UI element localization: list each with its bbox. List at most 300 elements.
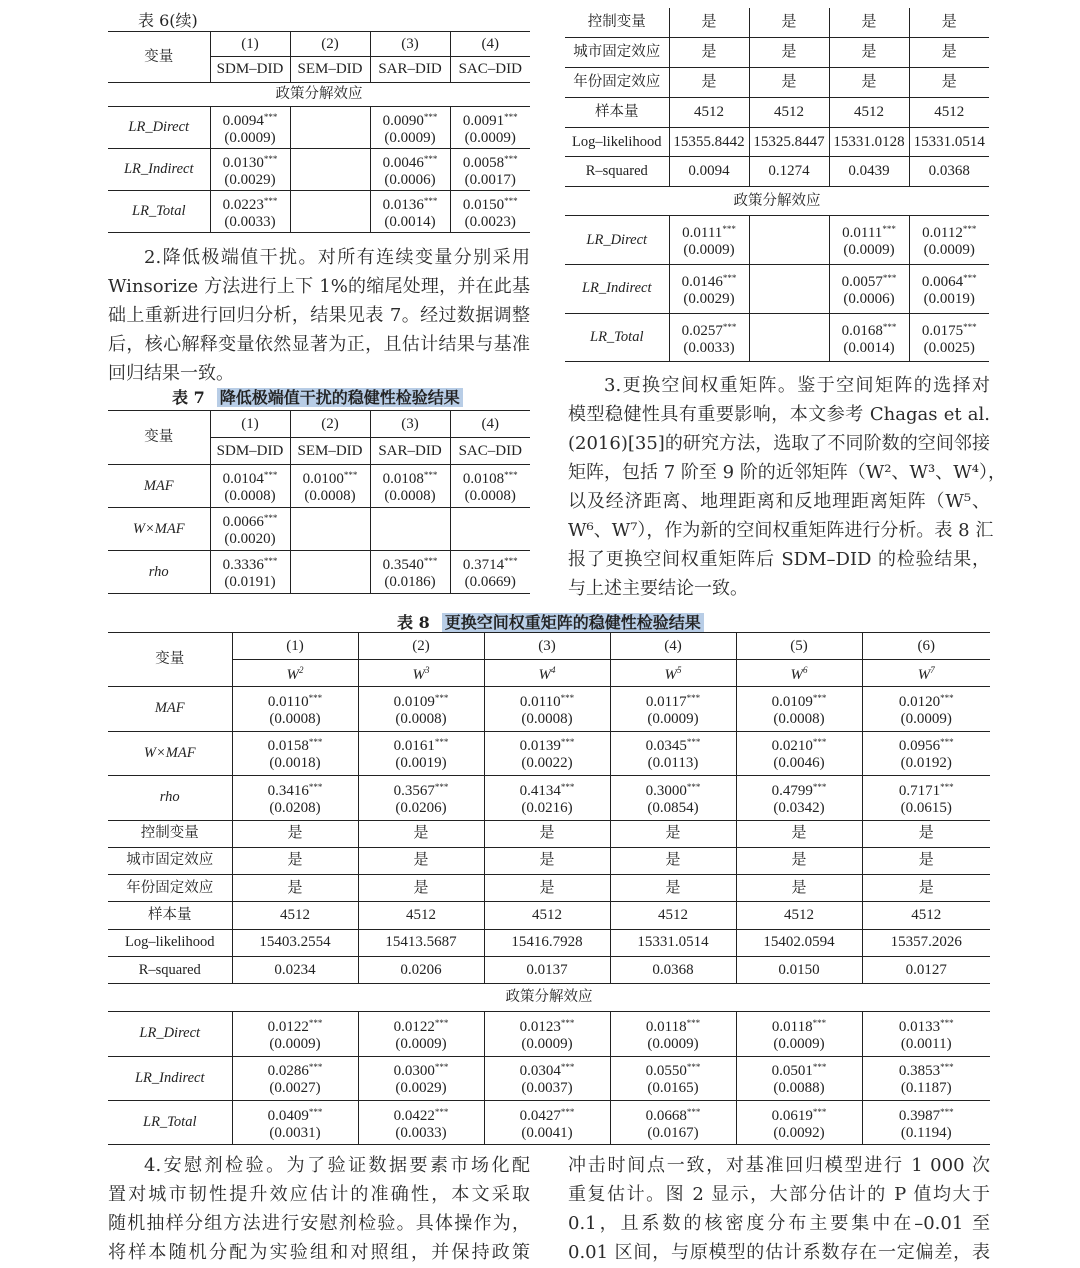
std-error: (0.0113) — [647, 755, 699, 772]
table-cell — [610, 687, 736, 732]
std-error: (0.0029) — [395, 1080, 447, 1097]
coef-line — [613, 734, 734, 755]
std-error: (0.0008) — [384, 488, 436, 504]
std-error: (0.0208) — [269, 799, 321, 816]
table-cell — [862, 1100, 990, 1144]
table-row — [565, 127, 989, 157]
sig-stars: *** — [423, 470, 438, 480]
coef-value: 0.4799 — [771, 782, 813, 799]
std-error: (0.0037) — [521, 1080, 573, 1097]
table-row — [108, 847, 990, 874]
sig-stars: *** — [308, 737, 323, 748]
coef-line — [487, 734, 608, 755]
std-error: (0.0033) — [395, 1124, 447, 1141]
table-cell — [736, 687, 862, 732]
col-num: (4) — [450, 411, 530, 438]
sig-stars: *** — [263, 470, 278, 480]
table-cell — [610, 1012, 736, 1056]
table-cell — [909, 216, 989, 265]
table-row — [108, 149, 530, 191]
coef-value: 0.3540 — [382, 557, 424, 573]
coef-value: 0.0300 — [393, 1063, 435, 1080]
coef-value: 0.0286 — [267, 1063, 309, 1080]
weight-order: 2 — [299, 665, 304, 675]
lr-rows — [108, 1012, 990, 1145]
text-line: 报了更换空间权重矩阵后 SDM–DID 的检验结果， — [568, 549, 990, 570]
table-cell: 4512 — [358, 902, 484, 929]
table-cell: 是 — [484, 820, 610, 847]
weight-row — [108, 660, 990, 687]
std-error: (0.0022) — [521, 755, 573, 772]
table-cell: 4512 — [669, 97, 749, 127]
sig-stars: *** — [308, 1062, 323, 1073]
weight-base: W — [412, 667, 425, 683]
caption-number: 表 7 — [172, 388, 205, 407]
std-error: (0.0009) — [269, 1035, 321, 1052]
std-error: (0.0216) — [521, 799, 573, 816]
col-num: (3) — [370, 32, 450, 57]
table-cell: 15331.0128 — [829, 127, 909, 157]
coef-line — [235, 1015, 356, 1036]
table-cell: 是 — [941, 14, 957, 31]
row-label: LR_Indirect — [108, 1056, 232, 1100]
table-cell — [210, 107, 290, 149]
table-cell: 15416.7928 — [484, 929, 610, 956]
text-line: 与上述主要结论一致。 — [568, 578, 748, 599]
table-cell — [232, 1056, 358, 1100]
std-error: (0.1187) — [900, 1080, 952, 1097]
table-cell — [370, 465, 450, 508]
sig-stars: *** — [962, 224, 977, 235]
table-cell — [210, 191, 290, 233]
sig-stars: *** — [560, 692, 575, 703]
caption-number: 表 8 — [397, 613, 430, 632]
table7 — [108, 410, 530, 594]
coef-value: 0.0122 — [393, 1018, 435, 1035]
table-cell: 0.0234 — [232, 956, 358, 983]
coef-value: 0.0501 — [771, 1063, 813, 1080]
std-error: (0.0009) — [773, 1035, 825, 1052]
table-cell: 4512 — [829, 97, 909, 127]
table-row — [108, 687, 990, 732]
table-cell: 是 — [610, 847, 736, 874]
coef-value: 0.3853 — [898, 1063, 941, 1080]
section-header: 政策分解效应 — [505, 989, 593, 1006]
coef-line — [865, 1104, 989, 1125]
coef-line — [739, 690, 860, 711]
coef-line — [453, 467, 529, 488]
text-line: W⁶、W⁷），作为新的空间权重矩阵进行分析。表 8 汇 — [568, 520, 994, 541]
model-header: SDM–DID — [210, 57, 290, 83]
coef-value: 0.0094 — [222, 112, 264, 129]
coef-value: 0.0066 — [222, 514, 264, 530]
coef-value: 0.0619 — [771, 1107, 813, 1124]
table-cell — [210, 465, 290, 508]
sig-stars: *** — [812, 1017, 827, 1028]
sig-stars: *** — [308, 1017, 323, 1028]
table-row — [565, 313, 989, 362]
section-header: 政策分解效应 — [275, 86, 363, 102]
coef-value: 0.0304 — [519, 1063, 561, 1080]
std-error: (0.0011) — [900, 1035, 952, 1052]
text-line: 后，核心解释变量依然显著为正，且估计结果与基准 — [108, 334, 530, 355]
table-cell: 是 — [941, 73, 957, 90]
std-error: (0.0046) — [773, 755, 825, 772]
weight-order: 6 — [803, 665, 808, 675]
coef-value: 0.0422 — [393, 1107, 435, 1124]
table-cell — [484, 1100, 610, 1144]
row-label: MAF — [108, 465, 210, 508]
coef-value: 0.0120 — [898, 693, 941, 710]
sig-stars: *** — [940, 1017, 954, 1028]
table-cell: 是 — [749, 8, 829, 38]
table-cell: 是 — [829, 68, 909, 98]
table-cell — [358, 776, 484, 821]
caption-title: 更换空间权重矩阵的稳健性检验结果 — [442, 613, 704, 632]
table-row — [108, 875, 990, 902]
coef-line — [213, 193, 288, 214]
row-label: R–squared — [108, 956, 232, 983]
coef-value: 0.3000 — [645, 782, 687, 799]
coef-line — [865, 1015, 989, 1036]
table-cell — [370, 551, 450, 594]
table-cell: 是 — [669, 68, 749, 98]
table-cell — [232, 1100, 358, 1144]
table-cell: 是 — [736, 820, 862, 847]
table-cell: 是 — [918, 852, 934, 869]
coef-line — [453, 193, 529, 214]
table-cell — [909, 264, 989, 313]
sig-stars: *** — [722, 272, 737, 283]
table-row — [108, 956, 990, 983]
weight-order: 7 — [930, 665, 935, 675]
table-row — [108, 508, 530, 551]
table-cell — [358, 687, 484, 732]
section-header: 政策分解效应 — [733, 192, 821, 209]
sig-stars: *** — [560, 1062, 575, 1073]
text-line: 冲击时间点一致，对基准回归模型进行 1 000 次 — [568, 1155, 990, 1176]
sig-stars: *** — [263, 111, 278, 122]
table-cell: 是 — [358, 820, 484, 847]
coef-line — [235, 734, 356, 755]
table-cell — [450, 191, 530, 233]
coef-line — [739, 1059, 860, 1080]
row-label: LR_Direct — [108, 107, 210, 149]
row-label: MAF — [108, 687, 232, 732]
table-cell — [484, 731, 610, 776]
coef-value: 0.3336 — [222, 557, 264, 573]
sig-stars: *** — [940, 692, 954, 703]
coef-line — [832, 319, 907, 340]
std-error: (0.0008) — [395, 710, 447, 727]
sig-stars: *** — [434, 737, 449, 748]
std-error: (0.0014) — [843, 339, 895, 356]
sig-stars: *** — [423, 556, 438, 566]
table-cell: 0.0368 — [610, 956, 736, 983]
coef-line — [373, 193, 448, 214]
coef-value: 0.0550 — [645, 1063, 687, 1080]
sig-stars: *** — [434, 1017, 449, 1028]
sig-stars: *** — [882, 321, 897, 332]
table-cell — [358, 731, 484, 776]
model-header: SAC–DID — [458, 442, 522, 459]
text-line: 2.降低极端值干扰。对所有连续变量分别采用 — [144, 247, 530, 268]
coef-line — [361, 1104, 482, 1125]
sig-stars: *** — [686, 781, 701, 792]
coef-value: 0.3416 — [267, 782, 309, 799]
table-cell: 是 — [669, 8, 749, 38]
row-label: LR_Total — [565, 313, 669, 362]
col-num: (3) — [370, 411, 450, 438]
text-line: 将样本随机分配为实验组和对照组，并保持政策 — [108, 1242, 530, 1263]
coef-value: 0.7171 — [898, 782, 941, 799]
coef-value: 0.0091 — [462, 112, 505, 129]
coef-value: 0.3987 — [898, 1107, 941, 1124]
sig-stars: *** — [686, 1062, 701, 1073]
coef-value: 0.0100 — [302, 471, 344, 487]
std-error: (0.0006) — [384, 171, 436, 188]
text-line: 0.1，且系数的核密度分布主要集中在–0.01 至 — [568, 1213, 990, 1234]
std-error: (0.0092) — [773, 1124, 825, 1141]
caption-title: 降低极端值干扰的稳健性检验结果 — [217, 388, 463, 407]
table-cell — [669, 264, 749, 313]
std-error: (0.0009) — [384, 129, 436, 146]
coef-rows — [108, 687, 990, 821]
coef-line — [613, 1104, 734, 1125]
table-cell — [669, 313, 749, 362]
std-error: (0.0029) — [224, 171, 276, 188]
sig-stars: *** — [263, 513, 278, 523]
std-error: (0.0191) — [224, 574, 276, 590]
std-error: (0.0009) — [224, 129, 276, 146]
table-cell — [358, 1012, 484, 1056]
std-error: (0.0009) — [923, 242, 975, 259]
std-error: (0.0033) — [683, 339, 735, 356]
col-num: (4) — [610, 633, 736, 660]
table-cell — [450, 508, 530, 551]
sig-stars: *** — [504, 111, 518, 122]
paragraph-winsorize — [108, 243, 530, 388]
coef-value: 0.0058 — [462, 154, 505, 171]
coef-line — [912, 270, 988, 291]
table-cell — [370, 508, 450, 551]
sig-stars: *** — [308, 781, 323, 792]
coef-value: 0.4134 — [519, 782, 561, 799]
row-label: 样本量 — [108, 902, 232, 929]
col-num: (6) — [862, 633, 990, 660]
text-line: 础上重新进行回归分析，结果见表 7。经过数据调整 — [108, 305, 530, 326]
std-error: (0.0615) — [900, 799, 952, 816]
coef-value: 0.0090 — [382, 112, 424, 129]
sig-stars: *** — [963, 321, 977, 332]
std-error: (0.0008) — [269, 710, 321, 727]
coef-value: 0.0117 — [645, 693, 687, 710]
std-error: (0.1194) — [900, 1124, 952, 1141]
text-line: 3.更换空间权重矩阵。鉴于空间矩阵的选择对 — [604, 375, 990, 396]
coef-value: 0.0168 — [841, 322, 883, 339]
coef-line — [361, 734, 482, 755]
std-error: (0.0165) — [647, 1080, 699, 1097]
std-error: (0.0029) — [683, 290, 735, 307]
std-error: (0.0009) — [521, 1035, 573, 1052]
table-cell — [610, 1100, 736, 1144]
std-error: (0.0206) — [395, 799, 447, 816]
coef-value: 0.0210 — [771, 738, 813, 755]
table-cell — [862, 731, 990, 776]
table-cell: 0.0439 — [829, 157, 909, 187]
coef-line — [613, 779, 734, 800]
table7-continued — [565, 8, 989, 362]
sig-stars: *** — [812, 692, 827, 703]
coef-line — [361, 1015, 482, 1036]
table-row — [565, 216, 989, 265]
sig-stars: *** — [308, 692, 323, 703]
coef-value: 0.0110 — [267, 693, 309, 710]
table-cell — [210, 551, 290, 594]
coef-value: 0.0110 — [519, 693, 561, 710]
model-header: SEM–DID — [290, 438, 370, 465]
table-cell — [210, 508, 290, 551]
row-label: LR_Total — [108, 191, 210, 233]
row-label: 控制变量 — [108, 820, 232, 847]
sig-stars: *** — [343, 470, 358, 480]
coef-value: 0.0130 — [222, 154, 264, 171]
table-cell: 15403.2554 — [232, 929, 358, 956]
coef-line — [739, 734, 860, 755]
coef-line — [865, 690, 989, 711]
table-cell: 4512 — [484, 902, 610, 929]
table-cell — [450, 149, 530, 191]
var-header: 变量 — [108, 32, 210, 83]
coef-value: 0.0150 — [462, 196, 505, 213]
sig-stars: *** — [812, 781, 827, 792]
text-line: Winsorize 方法进行上下 1%的缩尾处理，并在此基 — [108, 276, 530, 297]
sig-stars: *** — [423, 111, 438, 122]
table8-caption — [397, 610, 704, 633]
row-label: LR_Total — [108, 1100, 232, 1144]
table-cell: 是 — [736, 875, 862, 902]
coef-line — [739, 1015, 860, 1036]
std-error: (0.0027) — [269, 1080, 321, 1097]
table-cell — [290, 508, 370, 551]
col-num: (1) — [210, 411, 290, 438]
table-row — [565, 97, 989, 127]
col-num: (4) — [450, 32, 530, 57]
std-error: (0.0019) — [395, 755, 447, 772]
coef-line — [672, 221, 747, 242]
table-cell: 是 — [358, 875, 484, 902]
coef-line — [373, 467, 448, 488]
table7-caption — [172, 385, 463, 408]
table-cell: 15413.5687 — [358, 929, 484, 956]
text-line: 随机抽样分组方法进行安慰剂检验。具体操作为， — [108, 1213, 530, 1234]
coef-line — [213, 467, 288, 488]
coef-line — [235, 779, 356, 800]
weight-order: 5 — [677, 665, 682, 675]
std-error: (0.0023) — [464, 213, 516, 230]
coef-line — [293, 467, 368, 488]
coef-line — [613, 1059, 734, 1080]
std-error: (0.0008) — [521, 710, 573, 727]
std-error: (0.0014) — [384, 213, 436, 230]
coef-value: 0.0123 — [519, 1018, 561, 1035]
row-label: Log–likelihood — [565, 127, 669, 157]
table-cell: 是 — [918, 879, 934, 896]
std-error: (0.0033) — [224, 213, 276, 230]
table-cell — [370, 149, 450, 191]
std-error: (0.0342) — [773, 799, 825, 816]
coef-value: 0.0108 — [462, 471, 505, 487]
table-cell — [829, 264, 909, 313]
coef-line — [213, 510, 288, 531]
std-error: (0.0025) — [923, 339, 975, 356]
coef-line — [487, 1059, 608, 1080]
table-cell: 15355.8442 — [669, 127, 749, 157]
text-line: 回归结果一致。 — [108, 363, 234, 384]
coef-line — [453, 553, 529, 574]
sig-stars: *** — [812, 737, 827, 748]
sig-stars: *** — [882, 224, 896, 235]
coef-value: 0.0046 — [382, 154, 424, 171]
table-cell — [370, 107, 450, 149]
table-cell: 15331.0514 — [610, 929, 736, 956]
coef-value: 0.0104 — [222, 471, 264, 487]
text-line: 以及经济距离、地理距离和反地理距离矩阵（W⁵、 — [568, 491, 990, 512]
row-label: LR_Direct — [565, 216, 669, 265]
std-error: (0.0008) — [224, 488, 276, 504]
table-cell: 是 — [736, 847, 862, 874]
sig-stars: *** — [560, 1106, 575, 1117]
sig-stars: *** — [504, 153, 518, 164]
sig-stars: *** — [560, 737, 575, 748]
coef-line — [832, 221, 907, 242]
coef-line — [373, 109, 448, 130]
table-cell — [450, 551, 530, 594]
table-cell: 是 — [484, 847, 610, 874]
table-cell: 4512 — [736, 902, 862, 929]
std-error: (0.0088) — [773, 1080, 825, 1097]
coef-line — [361, 1059, 482, 1080]
paragraph-placebo-right — [568, 1151, 990, 1267]
table-cell — [862, 687, 990, 732]
row-label: W×MAF — [108, 731, 232, 776]
coef-line — [739, 1104, 860, 1125]
std-error: (0.0186) — [384, 574, 436, 590]
table-row — [565, 8, 989, 38]
sig-stars: *** — [308, 1106, 323, 1117]
text-line: 置对城市韧性提升效应估计的准确性，本文采取 — [108, 1184, 530, 1205]
row-label: LR_Indirect — [565, 264, 669, 313]
coef-line — [912, 221, 988, 242]
table-cell — [829, 216, 909, 265]
coef-value: 0.0133 — [898, 1018, 941, 1035]
table8 — [108, 632, 990, 1145]
var-header: 变量 — [108, 633, 232, 687]
text-line: 0.01 区间，与原模型的估计系数存在一定偏差，表 — [568, 1242, 990, 1263]
table-cell — [749, 216, 829, 265]
std-error: (0.0669) — [464, 574, 516, 590]
table-cell: 是 — [669, 38, 749, 68]
table-cell: 是 — [358, 847, 484, 874]
row-label: 控制变量 — [565, 8, 669, 38]
std-error: (0.0008) — [304, 488, 356, 504]
weight-header — [736, 660, 862, 687]
sig-stars: *** — [940, 1062, 954, 1073]
row-label: rho — [108, 776, 232, 821]
table-cell — [484, 776, 610, 821]
coef-line — [865, 734, 989, 755]
coef-value: 0.0161 — [393, 738, 435, 755]
